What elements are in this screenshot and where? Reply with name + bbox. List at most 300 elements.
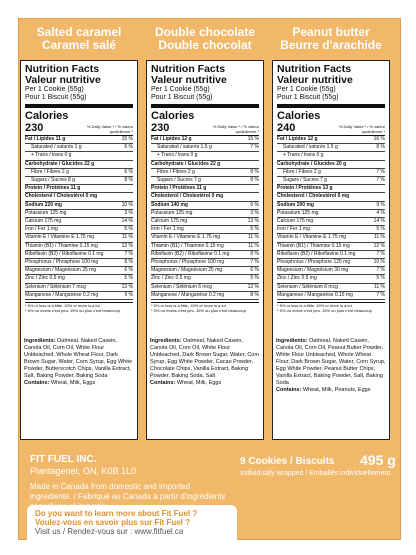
- carb-row-text: Carbohydrate / Glucides: [277, 160, 335, 167]
- fat-row-dv: 16 %: [373, 136, 385, 142]
- carb-row-amount: 22 g: [84, 160, 95, 167]
- calories-label: [25, 110, 77, 134]
- iron-row-text: Iron / Fer: [277, 226, 298, 233]
- contains-label: Contains:: [276, 387, 302, 393]
- flavor-title-1: Salted caramel Caramel salé: [36, 25, 122, 52]
- protein-row-label: [151, 185, 206, 192]
- magnesium-row: [277, 267, 385, 275]
- iron-row: [277, 226, 385, 234]
- thiamin-row-amount: 0.15 mg: [331, 242, 350, 249]
- zinc-row-label: [151, 275, 191, 282]
- cta-line-fr: Voulez-vous en savoir plus sur Fit Fuel ?: [35, 518, 190, 527]
- calories-row: [151, 110, 259, 136]
- phosphorus-row-label: [277, 259, 350, 266]
- potassium-row-dv: 3 %: [124, 209, 133, 216]
- selenium-row-text: Selenium / Sélénium: [151, 283, 197, 290]
- ingredients-text: Oatmeal, Naked Casein, Canola Oil, Corn Oil, Peanut Butter Powder, White Flour Unbleached, Whole Wheat Flour, Dark Brown Sugar, Water, Corn Syrup, Egg White Powder, Peanut Butter Chips, Vanilla Extract, Baking Powder, Salt, Baking Soda: [276, 338, 386, 386]
- iron-row-amount: 1 mg: [172, 226, 184, 233]
- carb-row: [25, 161, 133, 169]
- manganese-row: [277, 292, 385, 300]
- calcium-row-text: Calcium: [277, 218, 296, 225]
- sugars-row: [151, 177, 259, 185]
- sodium-row-text: Sodium: [25, 201, 44, 208]
- potassium-row-dv: 3 %: [250, 209, 259, 216]
- thiamin-row: [151, 243, 259, 251]
- protein-row-amount: 13 g: [322, 185, 333, 192]
- iron-row-text: Iron / Fer: [151, 226, 172, 233]
- calories-row: [277, 110, 385, 136]
- ingredients-text: Oatmeal, Naked Casein, Canola Oil, Corn Oil, White Flour Unbleached, Dark Brown Sugar, Water, Corn Syrup, Egg White Powder, Cacao Powder, Chocolate Chips, Vanilla Extract, Baking Powder, Baking Soda, Salt: [150, 338, 260, 379]
- calcium-row: [151, 218, 259, 226]
- riboflavin-row-amount: 0.1 mg: [214, 250, 230, 257]
- ingredients-2: [150, 338, 260, 387]
- potassium-row-label: [151, 210, 192, 217]
- riboflavin-row-dv: 7 %: [376, 250, 385, 257]
- zinc-row-dv: 5 %: [124, 275, 133, 282]
- dv-header: % Daily Value * / % valeur quotidienne *: [338, 124, 385, 134]
- potassium-row-amount: 125 mg: [301, 209, 319, 216]
- potassium-row: [25, 210, 133, 218]
- phosphorus-row-amount: 100 mg: [81, 259, 99, 266]
- selenium-row-dv: 12 %: [247, 283, 259, 290]
- iron-row-label: [151, 226, 184, 233]
- vit_e-row-label: [277, 234, 346, 241]
- sugars-row-dv: 8 %: [124, 177, 133, 184]
- calcium-row-label: [277, 218, 313, 225]
- fibre-row-dv: 7 %: [376, 168, 385, 175]
- dv-header: % Daily Value * / % valeur quotidienne *: [86, 124, 133, 134]
- footnote-fr: * 5% ou moins c'est peu, 15% ou plus c'est beaucoup: [25, 308, 120, 314]
- phosphorus-row-dv: 10 %: [373, 259, 385, 266]
- sat-row-label: [31, 144, 82, 151]
- chol-row-text: Cholesterol / Cholestérol 0 mg: [25, 193, 98, 200]
- calcium-row-amount: 175 mg: [170, 218, 188, 225]
- iron-row: [25, 226, 133, 234]
- carb-row: [151, 161, 259, 169]
- carb-row-text: Carbohydrate / Glucides: [151, 160, 209, 167]
- phosphorus-row: [151, 259, 259, 267]
- website-callout: [27, 505, 237, 549]
- riboflavin-row-text: Riboflavin (B2) / Riboflavine: [151, 250, 213, 257]
- magnesium-row: [25, 267, 133, 275]
- serving-en: Per 1 Cookie (55g): [277, 86, 336, 93]
- fat-row-text: Fat / Lipides: [25, 136, 55, 142]
- wrapping-note: Individually wrapped / Emballés individuellement: [240, 470, 391, 477]
- cta-line-en: Do you want to learn more about Fit Fuel ?: [35, 509, 198, 518]
- protein-row: [151, 185, 259, 193]
- manganese-row-dv: 7 %: [376, 291, 385, 298]
- sat-row: [151, 144, 259, 152]
- vit_e-row-dv: 11 %: [373, 234, 385, 241]
- calories-value: 230: [25, 122, 44, 134]
- serving-en: Per 1 Cookie (55g): [25, 86, 84, 93]
- calories-label: [277, 110, 329, 134]
- manganese-row-label: [277, 292, 353, 299]
- calories-value: 230: [151, 122, 170, 134]
- manganese-row-dv: 9 %: [124, 291, 133, 298]
- zinc-row-text: Zinc / Zinc: [151, 275, 175, 282]
- thick-divider: [277, 104, 385, 108]
- fibre-row-amount: 2 g: [187, 168, 195, 175]
- serving-fr: Pour 1 Biscuit (55g): [277, 94, 339, 101]
- manganese-row-label: [25, 292, 98, 299]
- trans-row-label: [157, 152, 197, 159]
- potassium-row-amount: 125 mg: [49, 209, 67, 216]
- vit_e-row: [25, 234, 133, 242]
- sodium-row-label: [151, 202, 188, 209]
- company-name: FIT FUEL INC.: [30, 454, 97, 465]
- fat-row-text: Fat / Lipides: [151, 136, 181, 142]
- manganese-row-text: Manganese / Manganèse: [25, 291, 82, 298]
- calcium-row: [277, 218, 385, 226]
- nf-title-en: Nutrition Facts: [25, 63, 100, 75]
- riboflavin-row-label: [151, 251, 229, 258]
- iron-row-amount: 1 mg: [298, 226, 310, 233]
- thick-divider: [151, 104, 259, 108]
- carb-row-label: [25, 161, 94, 168]
- vit_e-row-label: [25, 234, 94, 241]
- phosphorus-row: [277, 259, 385, 267]
- riboflavin-row-dv: 8 %: [250, 250, 259, 257]
- magnesium-row-amount: 25 mg: [82, 267, 97, 274]
- phosphorus-row-label: [151, 259, 224, 266]
- potassium-row-label: [277, 210, 318, 217]
- footnote-en: * 5% or less is a little, 15% or more is a lot: [25, 303, 100, 309]
- sat-row-dv: 6 %: [124, 144, 133, 151]
- calcium-row-amount: 175 mg: [44, 218, 62, 225]
- phosphorus-row: [25, 259, 133, 267]
- protein-row-label: [25, 185, 80, 192]
- chol-row: [25, 193, 133, 201]
- fibre-row-amount: 2 g: [313, 168, 321, 175]
- trans-row: [277, 152, 385, 160]
- phosphorus-row-amount: 125 mg: [333, 259, 351, 266]
- manganese-row-dv: 8 %: [250, 291, 259, 298]
- magnesium-row-dv: 6 %: [124, 267, 133, 274]
- fat-row: [25, 136, 133, 144]
- sugars-row-text: Sugars / Sucres: [157, 177, 193, 184]
- contains-text: Wheat, Milk, Eggs: [176, 380, 222, 386]
- manganese-row-label: [151, 292, 224, 299]
- carb-row-label: [151, 161, 220, 168]
- vit_e-row-amount: 1.75 mg: [75, 234, 95, 241]
- phosphorus-row-label: [25, 259, 98, 266]
- fibre-row: [25, 169, 133, 177]
- potassium-row-text: Potassium: [25, 209, 49, 216]
- chol-row: [277, 193, 385, 201]
- sodium-row-dv: 10 %: [121, 201, 133, 208]
- sodium-row-amount: 220 mg: [44, 201, 62, 208]
- flavor-title-2: Double chocolate Double chocolat: [154, 25, 255, 52]
- sodium-row: [277, 202, 385, 210]
- vit_e-row-text: Vitamin E / Vitamine E: [25, 234, 75, 241]
- ingredients-1: [24, 338, 134, 387]
- sugars-row-label: [157, 177, 201, 184]
- sugars-row-text: Sugars / Sucres: [31, 177, 67, 184]
- nf-title-fr: Valeur nutritive: [151, 74, 227, 86]
- phosphorus-row-text: Phosphorus / Phosphore: [277, 259, 333, 266]
- sugars-row-label: [31, 177, 75, 184]
- sat-row-text: Saturated / saturés: [31, 144, 74, 151]
- selenium-row: [151, 284, 259, 292]
- contains-label: Contains:: [150, 380, 176, 386]
- vit_e-row-amount: 1.75 mg: [327, 234, 347, 241]
- fat-row-label: [25, 136, 65, 143]
- manganese-row-text: Manganese / Manganèse: [151, 291, 208, 298]
- thiamin-row-text: Thiamin (B1) / Thiamine: [151, 242, 205, 249]
- chol-row-text: Cholesterol / Cholestérol 0 mg: [277, 193, 350, 200]
- fat-row: [151, 136, 259, 144]
- calories-text: Calories: [277, 110, 321, 122]
- thiamin-row-label: [277, 243, 350, 250]
- selenium-row: [277, 284, 385, 292]
- sodium-row-text: Sodium: [151, 201, 170, 208]
- ingredients-3: [276, 338, 386, 394]
- nf-title-en: Nutrition Facts: [277, 63, 352, 75]
- thiamin-row: [25, 243, 133, 251]
- calcium-row-text: Calcium: [25, 218, 44, 225]
- zinc-row-amount: 0.5 mg: [301, 275, 317, 282]
- iron-row: [151, 226, 259, 234]
- sodium-row-amount: 200 mg: [296, 201, 314, 208]
- potassium-row-text: Potassium: [151, 209, 175, 216]
- fibre-row-amount: 2 g: [61, 168, 69, 175]
- sugars-row-amount: 8 g: [67, 177, 75, 184]
- sugars-row-dv: 7 %: [376, 177, 385, 184]
- fibre-row-text: Fibre / Fibres: [283, 168, 313, 175]
- magnesium-row-label: [277, 267, 348, 274]
- protein-row-amount: 11 g: [196, 185, 207, 192]
- thiamin-row-dv: 12 %: [121, 242, 133, 249]
- footnote-fr: * 5% ou moins c'est peu, 15% ou plus c'est beaucoup: [151, 308, 246, 314]
- footnote-fr: * 5% ou moins c'est peu, 15% ou plus c'est beaucoup: [277, 308, 372, 314]
- ingredients-text: Oatmeal, Naked Casein, Canola Oil, Corn Oil, White Flour Unbleached, Whole Wheat Flour, Dark Brown Sugar, Water, Corn Syrup, Egg White Powder, Butterscotch Chips, Vanilla Extract, Salt, Baking Powder, Baking Soda: [24, 338, 133, 379]
- vit_e-row-amount: 1.75 mg: [201, 234, 221, 241]
- riboflavin-row-text: Riboflavin (B2) / Riboflavine: [25, 250, 87, 257]
- chol-row-text: Cholesterol / Cholestérol 0 mg: [151, 193, 224, 200]
- manganese-row-amount: 0.15 mg: [334, 291, 353, 298]
- zinc-row-label: [25, 275, 65, 282]
- selenium-row-amount: 7 mcg: [72, 283, 86, 290]
- potassium-row-dv: 4 %: [376, 209, 385, 216]
- riboflavin-row-text: Riboflavin (B2) / Riboflavine: [277, 250, 339, 257]
- zinc-row-text: Zinc / Zinc: [25, 275, 49, 282]
- manganese-row-text: Manganese / Manganèse: [277, 291, 334, 298]
- fat-row-label: [277, 136, 318, 143]
- thiamin-row-text: Thiamin (B1) / Thiamine: [25, 242, 79, 249]
- chol-row-label: [151, 193, 223, 200]
- fat-row-dv: 15 %: [247, 136, 259, 142]
- sugars-row-amount: 7 g: [319, 177, 327, 184]
- riboflavin-row-label: [277, 251, 355, 258]
- calcium-row-dv: 14 %: [121, 218, 133, 225]
- phosphorus-row-dv: 7 %: [250, 259, 259, 266]
- calcium-row-dv: 13 %: [247, 218, 259, 225]
- iron-row-dv: 5 %: [376, 226, 385, 233]
- sugars-row: [277, 177, 385, 185]
- zinc-row: [277, 275, 385, 283]
- magnesium-row: [151, 267, 259, 275]
- sat-row-dv: 8 %: [376, 144, 385, 151]
- manganese-row: [25, 292, 133, 300]
- sat-row-amount: 1 g: [74, 144, 82, 151]
- nf-title-en: Nutrition Facts: [151, 63, 226, 75]
- nf-title-fr: Valeur nutritive: [277, 74, 353, 86]
- phosphorus-row-text: Phosphorus / Phosphore: [25, 259, 81, 266]
- fat-row-amount: 12 g: [307, 136, 318, 142]
- sat-row-text: Saturated / saturés: [283, 144, 326, 151]
- sodium-row-dv: 9 %: [376, 201, 385, 208]
- zinc-row-amount: 0.5 mg: [49, 275, 65, 282]
- carb-row-amount: 22 g: [210, 160, 221, 167]
- magnesium-row-dv: 6 %: [250, 267, 259, 274]
- fat-row-amount: 12 g: [181, 136, 192, 142]
- trans-row-label: [31, 152, 71, 159]
- trans-row-label: [283, 152, 323, 159]
- fibre-row-text: Fibre / Fibres: [31, 168, 61, 175]
- phosphorus-row-dv: 8 %: [124, 259, 133, 266]
- riboflavin-row-dv: 7 %: [124, 250, 133, 257]
- ingredients-label: Ingredients:: [24, 338, 56, 344]
- calories-row: [25, 110, 133, 136]
- cta-website[interactable]: Visit us / Rendez-vous sur : www.fitfuel.ca: [35, 527, 184, 536]
- zinc-row-amount: 0.5 mg: [175, 275, 191, 282]
- calcium-row-dv: 14 %: [373, 218, 385, 225]
- sat-row-amount: 1.5 g: [200, 144, 212, 151]
- serving-fr: Pour 1 Biscuit (55g): [25, 94, 87, 101]
- sugars-row-amount: 7 g: [193, 177, 201, 184]
- riboflavin-row: [151, 251, 259, 259]
- sat-row-label: [283, 144, 338, 151]
- fibre-row: [151, 169, 259, 177]
- selenium-row-text: Selenium / Sélénium: [277, 283, 323, 290]
- ingredients-label: Ingredients:: [150, 338, 182, 344]
- origin-statement: Made in Canada from domestic and imported ingredients. / Fabriqué au Canada à partir d'ingrédients: [30, 482, 226, 501]
- sugars-row-label: [283, 177, 327, 184]
- riboflavin-row: [25, 251, 133, 259]
- manganese-row-amount: 0.2 mg: [82, 291, 99, 298]
- company-address: Plantagenet, ON, K0B 1L0: [30, 466, 137, 476]
- riboflavin-row: [277, 251, 385, 259]
- trans-row-text: + Trans / trans 0 g: [283, 152, 324, 159]
- thiamin-row-dv: 12 %: [373, 242, 385, 249]
- thiamin-row-amount: 0.15 mg: [79, 242, 98, 249]
- vit_e-row-text: Vitamin E / Vitamine E: [277, 234, 327, 241]
- contains-label: Contains:: [24, 380, 50, 386]
- fat-row-dv: 15 %: [121, 136, 133, 142]
- protein-row-label: [277, 185, 333, 192]
- sodium-row: [151, 202, 259, 210]
- thiamin-row-label: [25, 243, 98, 250]
- cookie-count: 9 Cookies / Biscuits: [240, 456, 335, 467]
- dv-footnote: [151, 302, 259, 313]
- magnesium-row-label: [25, 267, 96, 274]
- serving-en: Per 1 Cookie (55g): [151, 86, 210, 93]
- fibre-row-text: Fibre / Fibres: [157, 168, 187, 175]
- trans-row-text: + Trans / trans 0 g: [31, 152, 72, 159]
- phosphorus-row-amount: 100 mg: [207, 259, 225, 266]
- nf-title-fr: Valeur nutritive: [25, 74, 101, 86]
- serving-fr: Pour 1 Biscuit (55g): [151, 94, 213, 101]
- magnesium-row-text: Magnesium / Magnésium: [151, 267, 207, 274]
- selenium-row-label: [151, 284, 212, 291]
- sodium-row-dv: 6 %: [250, 201, 259, 208]
- potassium-row: [277, 210, 385, 218]
- chol-row-label: [277, 193, 349, 200]
- sodium-row-amount: 140 mg: [170, 201, 188, 208]
- footnote-en: * 5% or less is a little, 15% or more is a lot: [277, 303, 352, 309]
- zinc-row: [25, 275, 133, 283]
- dv-header: % Daily Value * / % valeur quotidienne *: [212, 124, 259, 134]
- carb-row-amount: 20 g: [336, 160, 347, 167]
- thiamin-row-amount: 0.15 mg: [205, 242, 224, 249]
- net-weight: 495 g: [360, 452, 396, 468]
- protein-row: [277, 185, 385, 193]
- selenium-row: [25, 284, 133, 292]
- magnesium-row-amount: 30 mg: [334, 267, 349, 274]
- thiamin-row-label: [151, 243, 224, 250]
- selenium-row-label: [25, 284, 86, 291]
- calcium-row: [25, 218, 133, 226]
- selenium-row-amount: 6 mcg: [198, 283, 212, 290]
- selenium-row-text: Selenium / Sélénium: [25, 283, 71, 290]
- zinc-row-label: [277, 275, 317, 282]
- carb-row: [277, 161, 385, 169]
- sodium-row-label: [25, 202, 62, 209]
- sat-row: [25, 144, 133, 152]
- sugars-row-text: Sugars / Sucres: [283, 177, 319, 184]
- potassium-row-text: Potassium: [277, 209, 301, 216]
- calories-label: [151, 110, 203, 134]
- protein-row: [25, 185, 133, 193]
- carb-row-text: Carbohydrate / Glucides: [25, 160, 83, 167]
- sugars-row: [25, 177, 133, 185]
- vit_e-row-dv: 11 %: [121, 234, 133, 241]
- protein-row-amount: 11 g: [70, 185, 81, 192]
- sodium-row: [25, 202, 133, 210]
- potassium-row-amount: 125 mg: [175, 209, 193, 216]
- selenium-row-dv: 11 %: [373, 283, 385, 290]
- calcium-row-label: [151, 218, 187, 225]
- carb-row-label: [277, 161, 346, 168]
- selenium-row-amount: 6 mcg: [324, 283, 338, 290]
- protein-row-text: Protein / Protéines: [151, 185, 196, 192]
- sodium-row-label: [277, 202, 314, 209]
- sugars-row-dv: 8 %: [250, 177, 259, 184]
- magnesium-row-label: [151, 267, 222, 274]
- fibre-row-label: [31, 169, 69, 176]
- vit_e-row-label: [151, 234, 220, 241]
- calcium-row-label: [25, 218, 61, 225]
- fibre-row-dv: 8 %: [250, 168, 259, 175]
- vit_e-row-text: Vitamin E / Vitamine E: [151, 234, 201, 241]
- iron-row-label: [277, 226, 310, 233]
- magnesium-row-text: Magnesium / Magnésium: [25, 267, 81, 274]
- zinc-row-text: Zinc / Zinc: [277, 275, 301, 282]
- manganese-row-amount: 0.2 mg: [208, 291, 225, 298]
- zinc-row-dv: 5 %: [250, 275, 259, 282]
- calcium-row-amount: 175 mg: [296, 218, 314, 225]
- footnote-en: * 5% or less is a little, 15% or more is a lot: [151, 303, 226, 309]
- calcium-row-text: Calcium: [151, 218, 170, 225]
- calories-text: Calories: [151, 110, 195, 122]
- manganese-row: [151, 292, 259, 300]
- iron-row-dv: 5 %: [250, 226, 259, 233]
- vit_e-row: [151, 234, 259, 242]
- magnesium-row-amount: 25 mg: [208, 267, 223, 274]
- dv-footnote: [25, 302, 133, 313]
- contains-text: Wheat, Milk, Peanuts, Eggs: [302, 387, 371, 393]
